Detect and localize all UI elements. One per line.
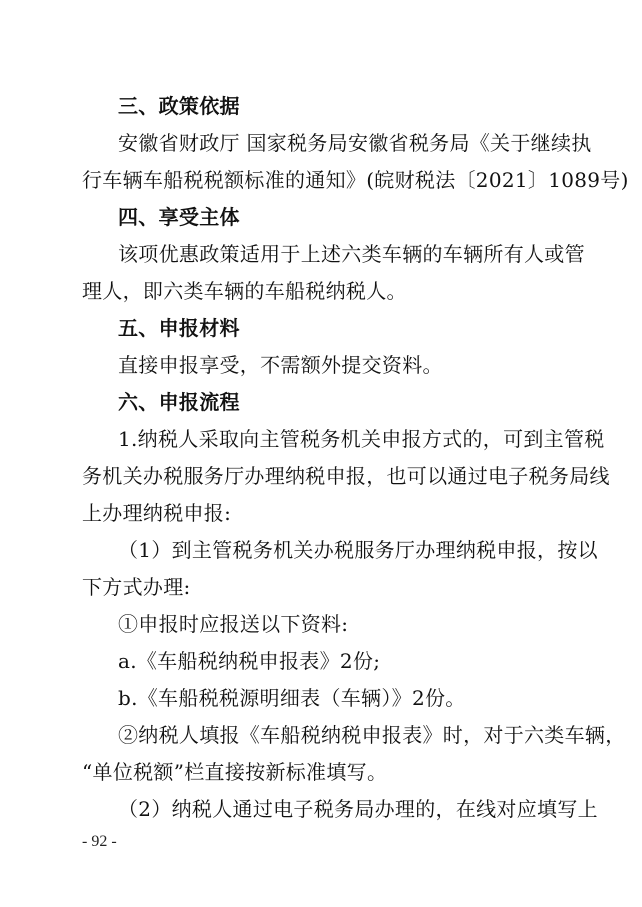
paragraph-line: 直接申报享受，不需额外提交资料。	[118, 353, 443, 377]
paragraph-line: a.《车船税纳税申报表》2份;	[118, 649, 381, 673]
paragraph-line: “单位税额”栏直接按新标准填写。	[82, 760, 388, 784]
heading-beneficiary: 四、享受主体	[118, 205, 240, 229]
page-number: - 92 -	[82, 833, 117, 850]
paragraph-line: （2）纳税人通过电子税务局办理的，在线对应填写上	[118, 797, 598, 821]
paragraph-line: （1）到主管税务机关办税服务厅办理纳税申报，按以	[118, 538, 598, 562]
paragraph-line: 下方式办理:	[82, 575, 191, 599]
paragraph-line: 理人，即六类车辆的车船税纳税人。	[82, 279, 407, 303]
paragraph-line: 该项优惠政策适用于上述六类车辆的车辆所有人或管	[118, 242, 585, 266]
paragraph-line: b.《车船税税源明细表（车辆）》2份。	[118, 686, 466, 710]
paragraph-line: 上办理纳税申报:	[82, 501, 232, 525]
paragraph-line: ②纳税人填报《车船税纳税申报表》时，对于六类车辆，	[118, 723, 626, 747]
paragraph-line: 1.纳税人采取向主管税务机关申报方式的，可到主管税	[118, 427, 605, 451]
heading-policy-basis: 三、政策依据	[118, 94, 240, 118]
paragraph-line: 务机关办税服务厅办理纳税申报，也可以通过电子税务局线	[82, 464, 610, 488]
paragraph-line: ①申报时应报送以下资料:	[118, 612, 349, 636]
heading-materials: 五、申报材料	[118, 316, 240, 340]
paragraph-line: 行车辆车船税税额标准的通知》(皖财税法〔2021〕1089号)	[82, 168, 629, 192]
paragraph-line: 安徽省财政厅 国家税务局安徽省税务局《关于继续执	[118, 131, 592, 155]
heading-procedure: 六、申报流程	[118, 390, 240, 414]
